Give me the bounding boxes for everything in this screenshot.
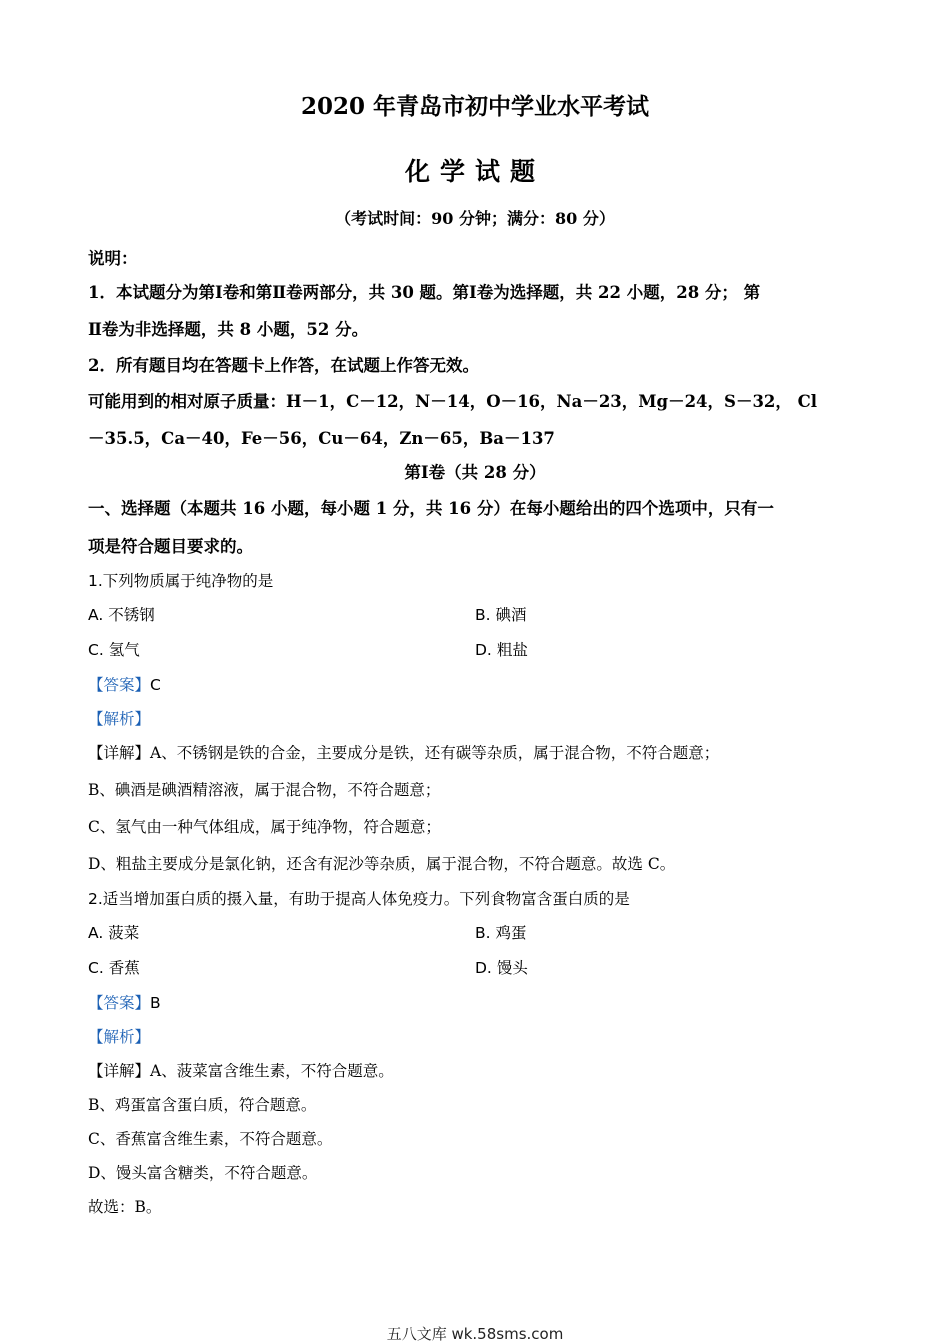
option-b bbox=[475, 603, 527, 625]
option-text: 香蕉 bbox=[108, 959, 140, 977]
part-instructions: 一、选择题（本题共 16 小题，每小题 1 分，共 16 分）在每小题给出的四个选项中，只有一 bbox=[88, 499, 774, 518]
answer-value: B bbox=[150, 994, 161, 1012]
answer-line bbox=[88, 991, 868, 1013]
section-title: 第Ⅰ卷（共 28 分） bbox=[404, 463, 546, 482]
detail-text: A、不锈钢是铁的合金，主要成分是铁，还有碳等杂质，属于混合物，不符合题意； bbox=[150, 744, 720, 762]
exam-time-info: （考试时间：90 分钟；满分：80 分） bbox=[335, 209, 615, 228]
detail-line: C、氢气由一种气体组成，属于纯净物，符合题意； bbox=[88, 818, 441, 836]
question-1-stem bbox=[88, 569, 868, 591]
option-letter: A. bbox=[88, 924, 104, 942]
answer-label: 【答案】 bbox=[88, 994, 151, 1012]
detail-line bbox=[88, 1059, 868, 1081]
option-text: 粗盐 bbox=[496, 641, 528, 659]
answer-label: 【答案】 bbox=[88, 676, 151, 694]
detail-label: 【详解】 bbox=[88, 1062, 151, 1080]
analysis-label: 【解析】 bbox=[88, 710, 151, 728]
option-letter: A. bbox=[88, 606, 104, 624]
option-text: 鸡蛋 bbox=[495, 924, 527, 942]
option-text: 氢气 bbox=[108, 641, 140, 659]
detail-line: C、香蕉富含维生素，不符合题意。 bbox=[88, 1130, 333, 1148]
answer-line bbox=[88, 673, 868, 695]
option-text: 馒头 bbox=[496, 959, 528, 977]
answer-value: C bbox=[150, 676, 161, 694]
instruction-item-2: 2．所有题目均在答题卡上作答，在试题上作答无效。 bbox=[88, 356, 479, 375]
instruction-item-1-cont: Ⅱ卷为非选择题，共 8 小题，52 分。 bbox=[88, 320, 369, 339]
option-text: 不锈钢 bbox=[108, 606, 155, 624]
conclusion-line: 故选：B。 bbox=[88, 1198, 162, 1216]
detail-line: B、碘酒是碘酒精溶液，属于混合物，不符合题意； bbox=[88, 781, 441, 799]
question-text: 适当增加蛋白质的摄入量，有助于提高人体免疫力。下列食物富含蛋白质的是 bbox=[102, 890, 630, 908]
analysis-label: 【解析】 bbox=[88, 1028, 151, 1046]
option-letter: D. bbox=[475, 641, 492, 659]
detail-line bbox=[88, 741, 868, 763]
instructions-heading: 说明： bbox=[88, 249, 138, 268]
detail-line: D、粗盐主要成分是氯化钠，还含有泥沙等杂质，属于混合物，不符合题意。故选 C。 bbox=[88, 855, 676, 873]
question-2-stem bbox=[88, 887, 868, 909]
option-letter: B. bbox=[475, 924, 491, 942]
option-letter: C. bbox=[88, 641, 104, 659]
detail-label: 【详解】 bbox=[88, 744, 151, 762]
option-text: 碘酒 bbox=[495, 606, 527, 624]
option-b bbox=[475, 921, 527, 943]
page-footer: 五八文库 wk.58sms.com bbox=[386, 1325, 564, 1343]
subject-title: 化学试题 bbox=[404, 157, 545, 186]
instruction-item-1: 1．本试题分为第Ⅰ卷和第Ⅱ卷两部分，共 30 题。第Ⅰ卷为选择题，共 22 小题，28 分； 第 bbox=[88, 283, 761, 302]
exam-title: 2020 年青岛市初中学业水平考试 bbox=[300, 93, 650, 120]
question-number: 2. bbox=[88, 890, 103, 908]
option-letter: D. bbox=[475, 959, 492, 977]
detail-text: A、菠菜富含维生素，不符合题意。 bbox=[150, 1062, 394, 1080]
option-d bbox=[475, 638, 528, 660]
option-text: 菠菜 bbox=[108, 924, 140, 942]
part-instructions-cont: 项是符合题目要求的。 bbox=[88, 537, 253, 556]
detail-line: B、鸡蛋富含蛋白质，符合题意。 bbox=[88, 1096, 317, 1114]
question-number: 1. bbox=[88, 572, 103, 590]
option-letter: B. bbox=[475, 606, 491, 624]
question-text: 下列物质属于纯净物的是 bbox=[102, 572, 274, 590]
atomic-mass-line-1: 可能用到的相对原子质量：H－1，C－12，N－14，O－16，Na－23，Mg－24，S－32， Cl bbox=[88, 392, 818, 411]
option-letter: C. bbox=[88, 959, 104, 977]
atomic-mass-line-2: －35.5，Ca－40，Fe－56，Cu－64，Zn－65，Ba－137 bbox=[88, 429, 555, 448]
option-d bbox=[475, 956, 528, 978]
detail-line: D、馒头富含糖类，不符合题意。 bbox=[88, 1164, 318, 1182]
